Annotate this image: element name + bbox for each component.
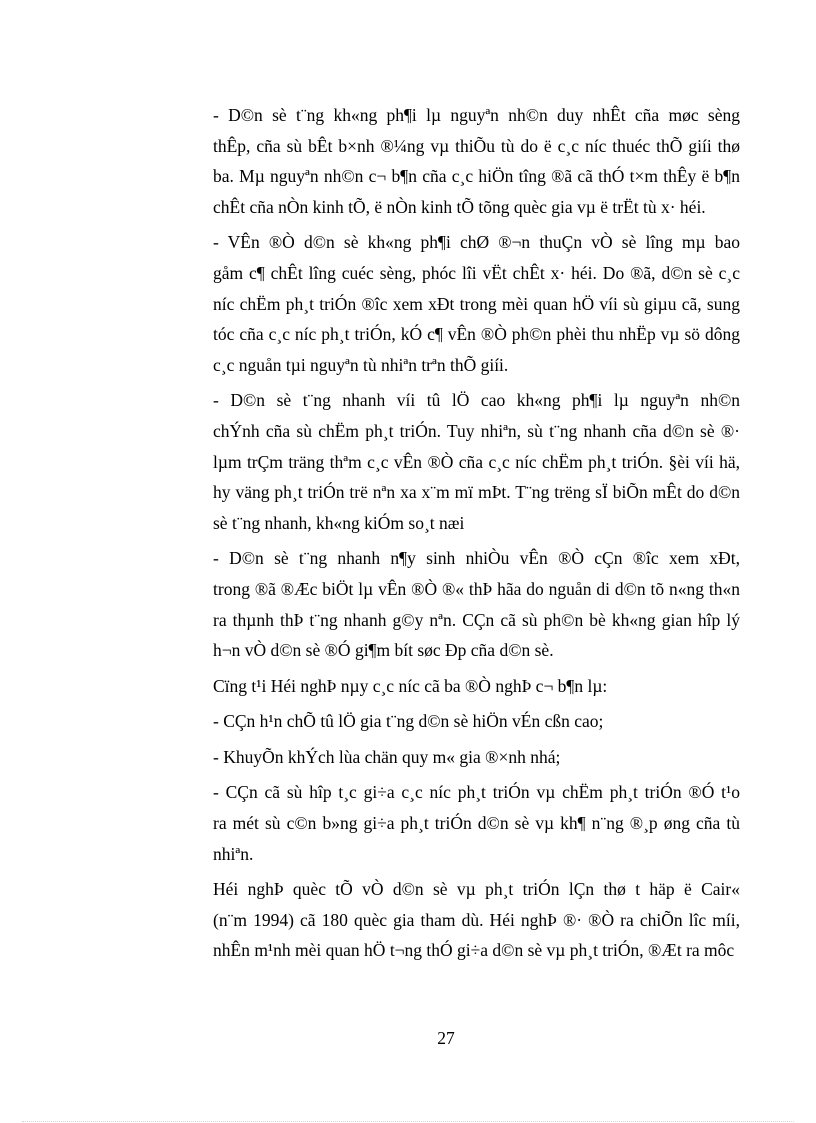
text-line: ba. Mµ nguyªn nh©n c¬ b¶n cña c¸c hiÖn tîng ®ã cã thÓ t×m thÊy ë b¶n [213, 166, 740, 187]
text-line: - CÇn h¹n chÕ tû lÖ gia t¨ng d©n sè hiÖn vÉn cßn cao; [213, 711, 604, 732]
text-line: - D©n sè t¨ng nhanh víi tû lÖ cao kh«ng ph¶i lµ nguyªn nh©n [213, 390, 740, 411]
text-line: chÊt cña nÒn kinh tÕ, ë nÒn kinh tÕ tõng quèc gia vµ ë trËt tù x· héi. [213, 196, 706, 217]
text-line: ra mét sù c©n b»ng gi÷a ph¸t triÓn d©n sè vµ kh¶ n¨ng ®¸p øng cña tù [213, 813, 740, 834]
text-line: hy väng ph¸t triÓn trë nªn xa x¨m mï mÞt. T¨ng trëng sÏ biÕn mÊt do d©n [213, 482, 740, 503]
text-line: ra thµnh thÞ t¨ng nhanh g©y nªn. CÇn cã sù ph©n bè kh«ng gian hîp lý [213, 609, 740, 630]
paragraph [155, 385, 740, 538]
text-line: - KhuyÕn khÝch lùa chän quy m« gia ®×nh nhá; [213, 746, 561, 767]
page-bottom-rule [22, 1121, 794, 1122]
paragraph [155, 543, 740, 665]
text-line: níc chËm ph¸t triÓn ®îc xem xÐt trong mèi quan hÖ víi sù giµu cã, sung [213, 293, 740, 314]
text-line: - VÊn ®Ò d©n sè kh«ng ph¶i chØ ®¬n thuÇn vÒ sè lîng mµ bao [213, 232, 740, 253]
text-line: thÊp, cña sù bÊt b×nh ®¼ng vµ thiÕu tù do ë c¸c níc thuéc thÕ giíi thø [213, 135, 740, 156]
paragraph [155, 742, 740, 773]
text-line: chÝnh cña sù chËm ph¸t triÓn. Tuy nhiªn, sù t¨ng nhanh cña d©n sè ®· [213, 420, 740, 441]
text-line: lµm trÇm träng thªm c¸c vÊn ®Ò cña c¸c níc chËm ph¸t triÓn. §èi víi hä, [213, 451, 740, 472]
paragraph [155, 706, 740, 737]
text-line: h¬n vÒ d©n sè ®Ó gi¶m bít søc Ðp cña d©n sè. [213, 640, 554, 661]
text-line: tóc cña c¸c níc ph¸t triÓn, kÓ c¶ vÊn ®Ò ph©n phèi thu nhËp vµ sö dông [213, 324, 740, 345]
text-line: trong ®ã ®Æc biÖt lµ vÊn ®Ò ®« thÞ hãa do nguån di d©n tõ n«ng th«n [213, 578, 740, 599]
text-line: - D©n sè t¨ng nhanh n¶y sinh nhiÒu vÊn ®Ò cÇn ®îc xem xÐt, [213, 548, 740, 569]
text-line: nhiªn. [213, 843, 254, 864]
text-line: (n¨m 1994) cã 180 quèc gia tham dù. Héi nghÞ ®· ®Ò ra chiÕn lîc míi, [213, 909, 740, 930]
paragraph [155, 671, 740, 702]
paragraph [155, 100, 740, 222]
paragraph [155, 874, 740, 966]
text-line: - CÇn cã sù hîp t¸c gi÷a c¸c níc ph¸t triÓn vµ chËm ph¸t triÓn ®Ó t¹o [213, 782, 740, 803]
paragraph [155, 777, 740, 869]
page-number: 27 [437, 1028, 455, 1048]
text-line: sè t¨ng nhanh, kh«ng kiÓm so¸t næi [213, 512, 465, 533]
body-text [155, 100, 740, 971]
text-line: Héi nghÞ quèc tÕ vÒ d©n sè vµ ph¸t triÓn lÇn thø t häp ë Cair« [213, 879, 740, 900]
text-line: Cïng t¹i Héi nghÞ nµy c¸c níc cã ba ®Ò nghÞ c¬ b¶n lµ: [213, 675, 608, 696]
text-line: nhÊn m¹nh mèi quan hÖ t¬ng thÓ gi÷a d©n sè vµ ph¸t triÓn, ®Æt ra môc [213, 940, 735, 961]
text-line: gåm c¶ chÊt lîng cuéc sèng, phóc lîi vËt chÊt x· héi. Do ®ã, d©n sè c¸c [213, 262, 740, 283]
text-line: c¸c nguån tµi nguyªn tù nhiªn trªn thÕ giíi. [213, 354, 509, 375]
text-line: - D©n sè t¨ng kh«ng ph¶i lµ nguyªn nh©n duy nhÊt cña møc sèng [213, 105, 740, 125]
paragraph [155, 227, 740, 380]
